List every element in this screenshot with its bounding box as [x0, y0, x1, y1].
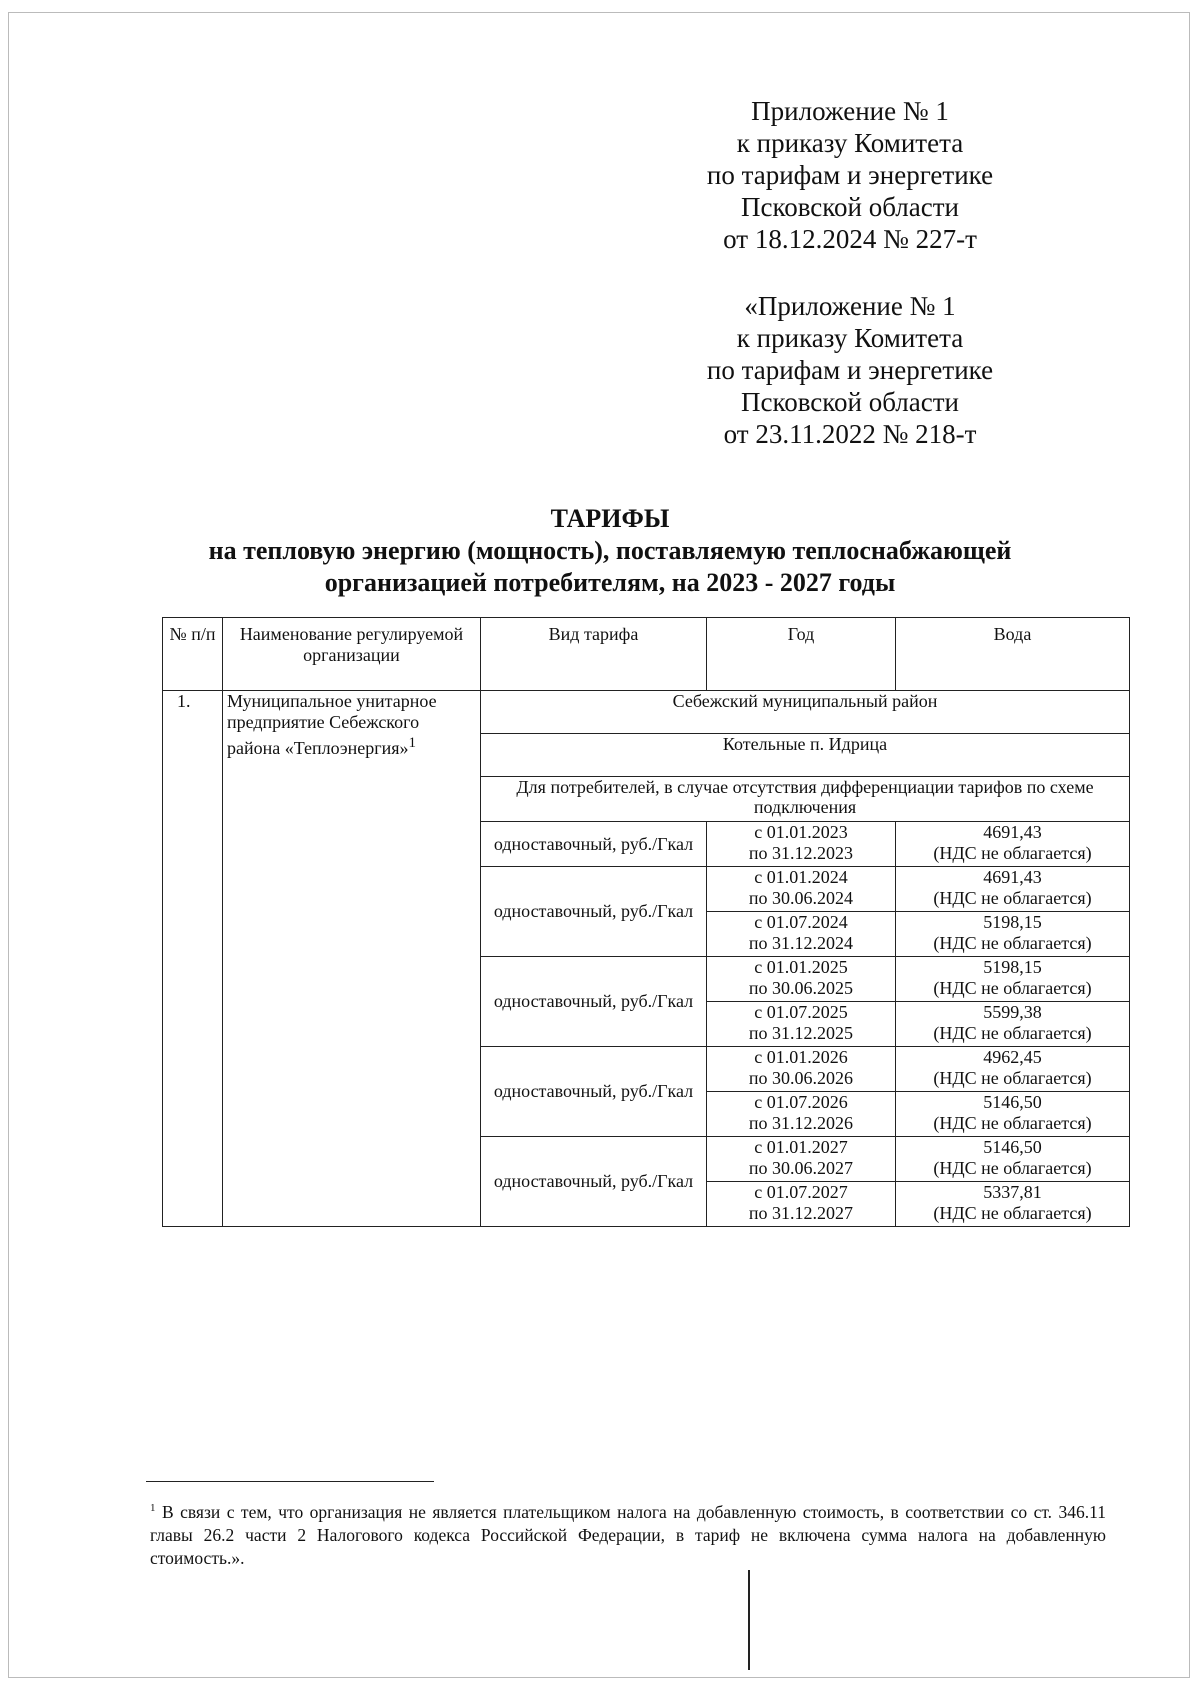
period-from: с 01.07.2026 — [754, 1092, 848, 1112]
district-name: Себежский муниципальный район — [481, 691, 1130, 734]
tariff-value: 5146,50 — [983, 1092, 1042, 1112]
period-from: с 01.01.2024 — [754, 867, 848, 887]
tariff-value: 4691,43 — [983, 822, 1042, 842]
header-num: № п/п — [163, 618, 223, 691]
period-from: с 01.07.2027 — [754, 1182, 848, 1202]
period-from: с 01.01.2026 — [754, 1047, 848, 1067]
period-cell — [707, 1182, 896, 1227]
period-cell — [707, 822, 896, 867]
tariff-value: 5198,15 — [983, 912, 1042, 932]
tariff-value-cell — [896, 1182, 1130, 1227]
tariff-type: одноставочный, руб./Гкал — [481, 957, 707, 1047]
tariff-value-cell — [896, 867, 1130, 912]
period-from: с 01.01.2027 — [754, 1137, 848, 1157]
period-from: с 01.07.2025 — [754, 1002, 848, 1022]
tariff-type: одноставочный, руб./Гкал — [481, 1047, 707, 1137]
appendix-line: к приказу Комитета — [736, 128, 964, 158]
appendix-line: Приложение № 1 — [751, 96, 949, 126]
vat-note: (НДС не облагается) — [933, 1113, 1092, 1133]
title-line: ТАРИФЫ — [550, 504, 670, 533]
period-cell — [707, 867, 896, 912]
period-to: по 30.06.2026 — [748, 1068, 854, 1088]
footnote — [150, 1497, 1106, 1570]
tariff-value-cell — [896, 1092, 1130, 1137]
appendix-previous — [640, 290, 1060, 450]
vat-note: (НДС не облагается) — [933, 933, 1092, 953]
tariff-table — [162, 617, 1130, 1227]
title-line: организацией потребителям, на 2023 - 2027 годы — [324, 568, 896, 597]
table-row — [163, 691, 1130, 734]
appendix-line: по тарифам и энергетике — [706, 355, 994, 385]
tariff-type: одноставочный, руб./Гкал — [481, 867, 707, 957]
period-cell — [707, 912, 896, 957]
title-line: на тепловую энергию (мощность), поставляемую теплоснабжающей — [208, 536, 1012, 565]
differentiation-note: Для потребителей, в случае отсутствия дифференциации тарифов по схеме подключения — [481, 777, 1130, 822]
vat-note: (НДС не облагается) — [933, 1068, 1092, 1088]
period-to: по 31.12.2023 — [748, 843, 854, 863]
row-number: 1. — [163, 691, 223, 1227]
footnote-number: 1 — [150, 1502, 156, 1514]
period-cell — [707, 1137, 896, 1182]
period-cell — [707, 957, 896, 1002]
period-to: по 30.06.2024 — [748, 888, 854, 908]
period-to: по 31.12.2024 — [748, 933, 854, 953]
vat-note: (НДС не облагается) — [933, 1023, 1092, 1043]
footnote-mark: 1 — [408, 735, 417, 751]
tariff-value: 5337,81 — [983, 1182, 1042, 1202]
header-year: Год — [707, 618, 896, 691]
tariff-type: одноставочный, руб./Гкал — [481, 1137, 707, 1227]
header-name: Наименование регулируемой организации — [223, 618, 481, 691]
appendix-line: Псковской области — [740, 192, 959, 222]
vat-note: (НДС не облагается) — [933, 978, 1092, 998]
tariff-value-cell — [896, 822, 1130, 867]
vat-note: (НДС не облагается) — [933, 843, 1092, 863]
period-from: с 01.07.2024 — [754, 912, 848, 932]
tariff-value-cell — [896, 1047, 1130, 1092]
period-to: по 31.12.2025 — [748, 1023, 854, 1043]
footnote-separator — [146, 1481, 434, 1482]
footnote-text: В связи с тем, что организация не является плательщиком налога на добавленную стоимость, в соответствии со ст. 346.11 главы 26.2 части 2 Налогового кодекса Российской Федерации, в тариф не включена сумма налога на добавленную стоимость.». — [150, 1501, 1106, 1568]
tariff-value: 5198,15 — [983, 957, 1042, 977]
tariff-value-cell — [896, 1137, 1130, 1182]
period-cell — [707, 1047, 896, 1092]
period-to: по 31.12.2027 — [748, 1203, 854, 1223]
period-to: по 30.06.2027 — [748, 1158, 854, 1178]
appendix-line: Псковской области — [740, 387, 959, 417]
appendix-line: от 18.12.2024 № 227-т — [723, 224, 977, 254]
appendix-line: по тарифам и энергетике — [706, 160, 994, 190]
period-cell — [707, 1092, 896, 1137]
period-from: с 01.01.2023 — [754, 822, 848, 842]
tariff-value-cell — [896, 1002, 1130, 1047]
period-cell — [707, 1002, 896, 1047]
header-water: Вода — [896, 618, 1130, 691]
header-type: Вид тарифа — [481, 618, 707, 691]
tariff-value: 4691,43 — [983, 867, 1042, 887]
vat-note: (НДС не облагается) — [933, 1158, 1092, 1178]
tariff-value-cell — [896, 957, 1130, 1002]
binding-mark — [748, 1570, 750, 1670]
tariff-type: одноставочный, руб./Гкал — [481, 822, 707, 867]
appendix-line: к приказу Комитета — [736, 323, 964, 353]
vat-note: (НДС не облагается) — [933, 888, 1092, 908]
period-from: с 01.01.2025 — [754, 957, 848, 977]
period-to: по 31.12.2026 — [748, 1113, 854, 1133]
vat-note: (НДС не облагается) — [933, 1203, 1092, 1223]
tariff-value: 5599,38 — [983, 1002, 1042, 1022]
period-to: по 30.06.2025 — [748, 978, 854, 998]
org-name-text: Муниципальное унитарное предприятие Себежского района «Теплоэнергия» — [227, 691, 437, 758]
tariff-value-cell — [896, 912, 1130, 957]
document-title — [160, 503, 1060, 599]
tariff-value: 5146,50 — [983, 1137, 1042, 1157]
tariff-value: 4962,45 — [983, 1047, 1042, 1067]
appendix-current — [640, 95, 1060, 255]
organization-name — [223, 691, 481, 1227]
appendix-line: от 23.11.2022 № 218-т — [723, 419, 977, 449]
boiler-name: Котельные п. Идрица — [481, 734, 1130, 777]
table-header-row — [163, 618, 1130, 691]
appendix-line: «Приложение № 1 — [744, 291, 956, 321]
